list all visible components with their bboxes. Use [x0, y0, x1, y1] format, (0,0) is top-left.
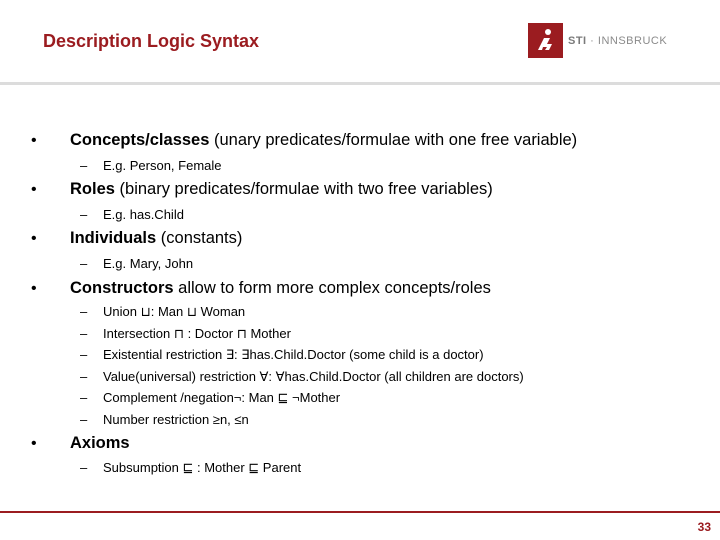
- bullet-item: [70, 434, 130, 453]
- sub-bullet-dash: –: [80, 369, 88, 384]
- slide-title: Description Logic Syntax: [43, 31, 260, 51]
- logo-separator: ·: [586, 35, 598, 47]
- sub-bullet-dash: –: [80, 390, 88, 405]
- sub-bullet-dash: –: [80, 158, 88, 173]
- bullet-text: (unary predicates/formulae with one free variable): [209, 131, 578, 149]
- bullet-heading: Concepts/classes: [70, 131, 210, 149]
- sub-bullet-dash: –: [80, 207, 88, 222]
- bullet-marker: •: [31, 230, 37, 247]
- bullet-marker: •: [31, 435, 37, 452]
- logo-brand: STI: [568, 35, 587, 47]
- sub-bullet-dash: –: [80, 326, 88, 341]
- bullet-text: allow to form more complex concepts/roles: [173, 279, 491, 297]
- sub-bullet-dash: –: [80, 256, 88, 271]
- bullet-item: [70, 279, 491, 298]
- logo-place: INNSBRUCK: [597, 35, 668, 47]
- sub-bullet-item: E.g. Person, Female: [103, 158, 222, 173]
- sti-logo-icon: [528, 23, 563, 58]
- sub-bullet-item: Number restriction ≥n, ≤n: [103, 412, 249, 427]
- sub-bullet-item: E.g. Mary, John: [103, 256, 194, 271]
- bullet-heading: Axioms: [70, 434, 130, 452]
- bullet-marker: •: [31, 132, 37, 149]
- logo-text: [568, 35, 667, 47]
- sti-innsbruck-logo: [528, 23, 668, 58]
- bullet-text: (constants): [156, 229, 243, 247]
- sub-bullet-item: Intersection ⊓ : Doctor ⊓ Mother: [103, 326, 291, 341]
- header-divider: [0, 82, 720, 85]
- bullet-heading: Constructors: [70, 279, 174, 297]
- sub-bullet-item: Union ⊔: Man ⊔ Woman: [103, 304, 246, 319]
- sub-bullet-dash: –: [80, 460, 88, 475]
- page-number: 33: [697, 520, 711, 534]
- sub-bullet-item: Complement /negation¬: Man ⊑ ¬Mother: [103, 390, 341, 405]
- bullet-item: [70, 131, 577, 150]
- footer-divider: [0, 511, 720, 513]
- sub-bullet-item: Subsumption ⊑ : Mother ⊑ Parent: [103, 460, 302, 475]
- sub-bullet-dash: –: [80, 347, 88, 362]
- bullet-heading: Individuals: [70, 229, 157, 247]
- sub-bullet-item: Existential restriction ∃: ∃has.Child.Doctor (some child is a doctor): [103, 347, 484, 362]
- bullet-heading: Roles: [70, 180, 115, 198]
- bullet-item: [70, 229, 242, 248]
- bullet-marker: •: [31, 280, 37, 297]
- bullet-text: (binary predicates/formulae with two free variables): [114, 180, 493, 198]
- bullet-item: [70, 180, 493, 199]
- sub-bullet-item: E.g. has.Child: [103, 207, 184, 222]
- sub-bullet-dash: –: [80, 304, 88, 319]
- bullet-marker: •: [31, 181, 37, 198]
- sub-bullet-dash: –: [80, 412, 88, 427]
- sub-bullet-item: Value(universal) restriction ∀: ∀has.Child.Doctor (all children are doctors): [103, 369, 524, 384]
